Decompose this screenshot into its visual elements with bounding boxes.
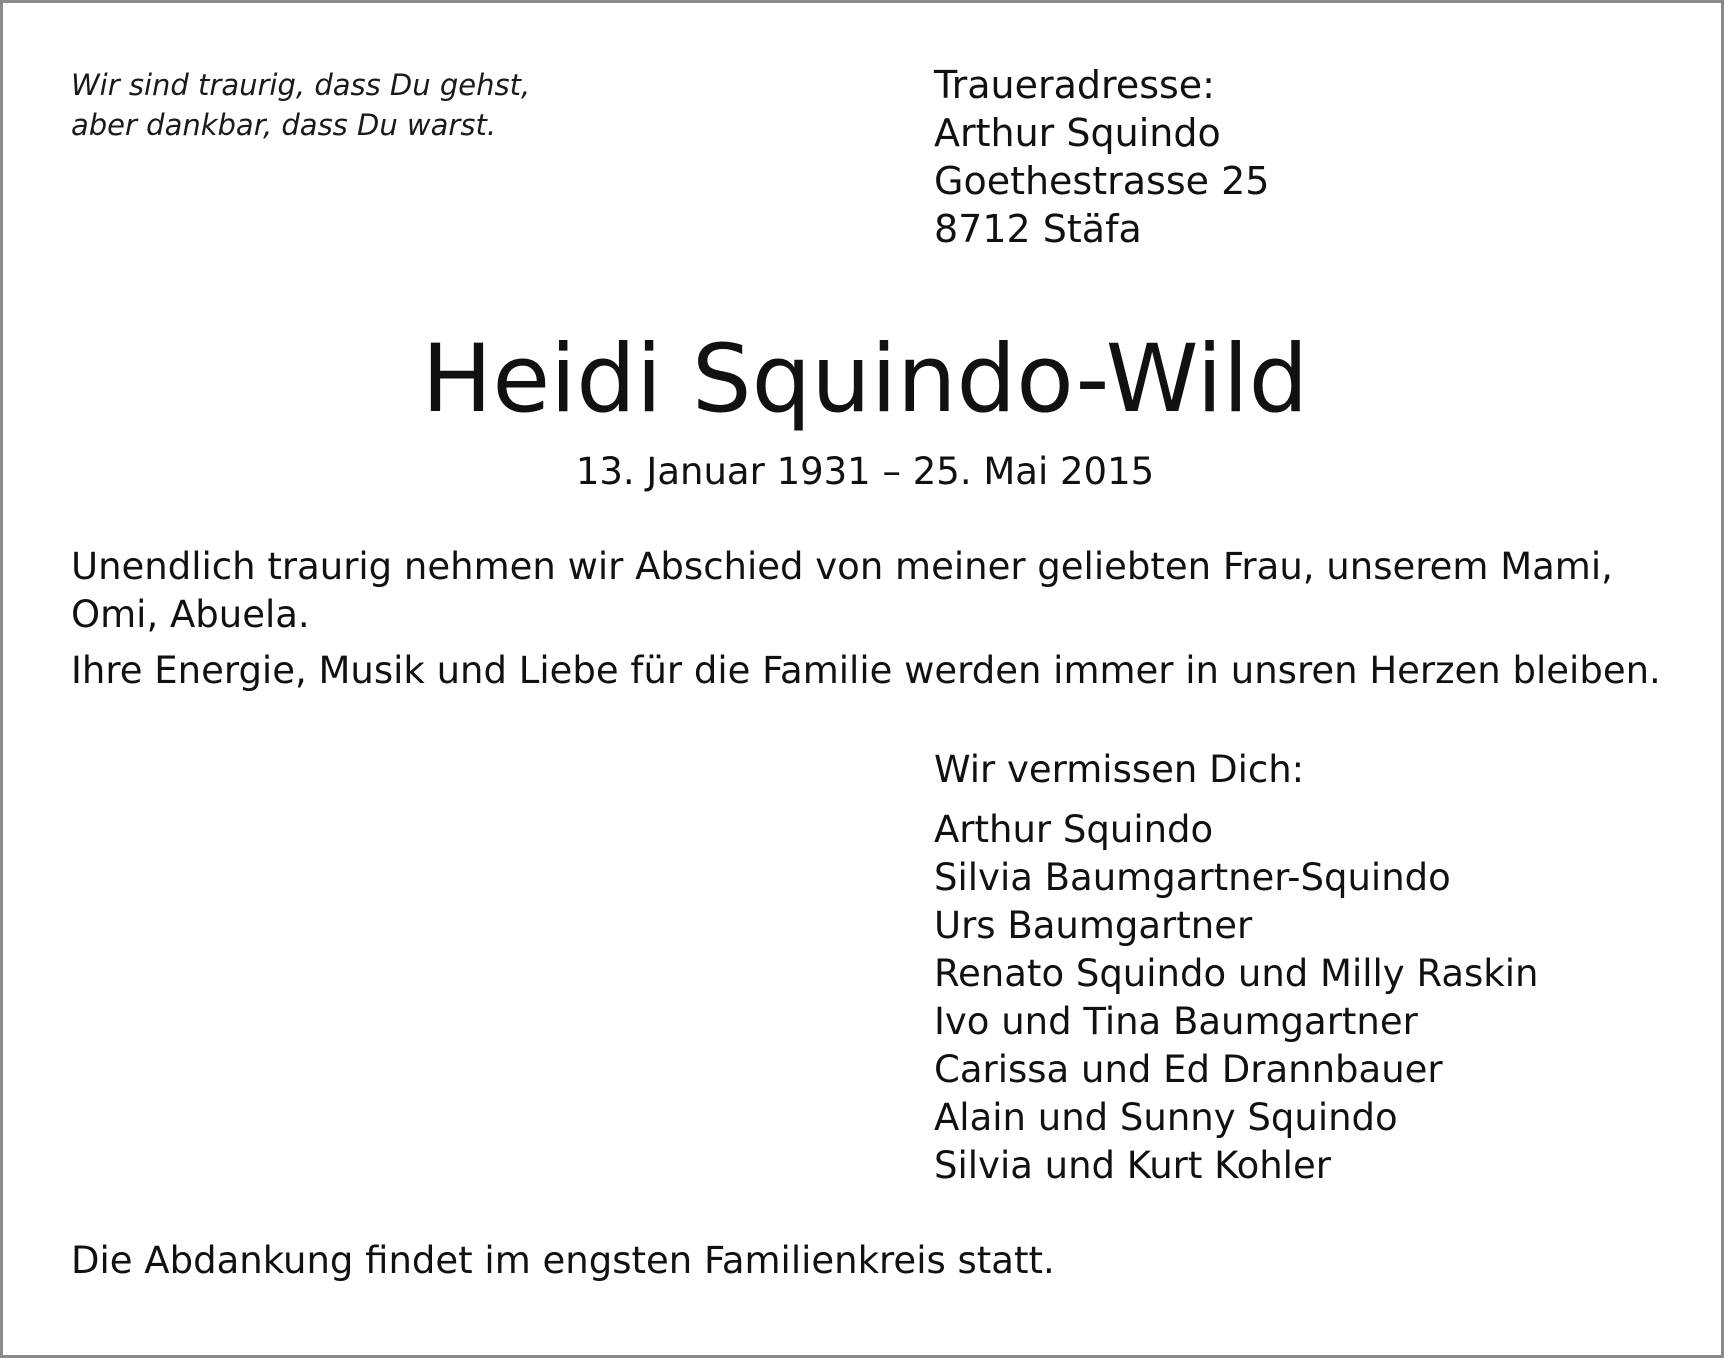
motto-quote <box>71 65 530 145</box>
mourner-name: Arthur Squindo <box>934 808 1214 851</box>
address-street: Goethestrasse 25 <box>934 159 1270 203</box>
mourner-name: Renato Squindo und Milly Raskin <box>934 952 1539 995</box>
life-dates: 13. Januar 1931 – 25. Mai 2015 <box>575 450 1155 493</box>
deceased-name: Heidi Squindo-Wild <box>421 325 1309 434</box>
mourner-name: Alain und Sunny Squindo <box>934 1096 1398 1139</box>
address-heading: Traueradresse: <box>934 63 1215 107</box>
address-name: Arthur Squindo <box>934 111 1221 155</box>
message-paragraph-1: Unendlich traurig nehmen wir Abschied von meiner geliebten Frau, unserem Mami, Omi, Abuela. <box>71 545 1613 636</box>
address-city: 8712 Stäfa <box>934 207 1142 251</box>
message-paragraph-2: Ihre Energie, Musik und Liebe für die Familie werden immer in unsren Herzen bleiben. <box>71 649 1661 692</box>
motto-line-1: Wir sind traurig, dass Du gehst, <box>71 68 531 102</box>
motto-line-2: aber dankbar, dass Du warst. <box>71 108 497 142</box>
mourner-name: Ivo und Tina Baumgartner <box>934 1000 1418 1043</box>
mourner-name: Urs Baumgartner <box>934 904 1253 947</box>
mourner-name: Silvia und Kurt Kohler <box>934 1144 1331 1187</box>
mourner-name: Carissa und Ed Drannbauer <box>934 1048 1443 1091</box>
funeral-note: Die Abdankung findet im engsten Familienkreis statt. <box>71 1239 1055 1282</box>
mourner-name: Silvia Baumgartner-Squindo <box>934 856 1451 899</box>
farewell-message <box>71 543 1691 703</box>
mourning-address <box>934 61 1269 253</box>
mourners-list <box>934 806 1538 1190</box>
mourners-heading: Wir vermissen Dich: <box>934 748 1305 791</box>
mourners-block <box>934 746 1538 1190</box>
